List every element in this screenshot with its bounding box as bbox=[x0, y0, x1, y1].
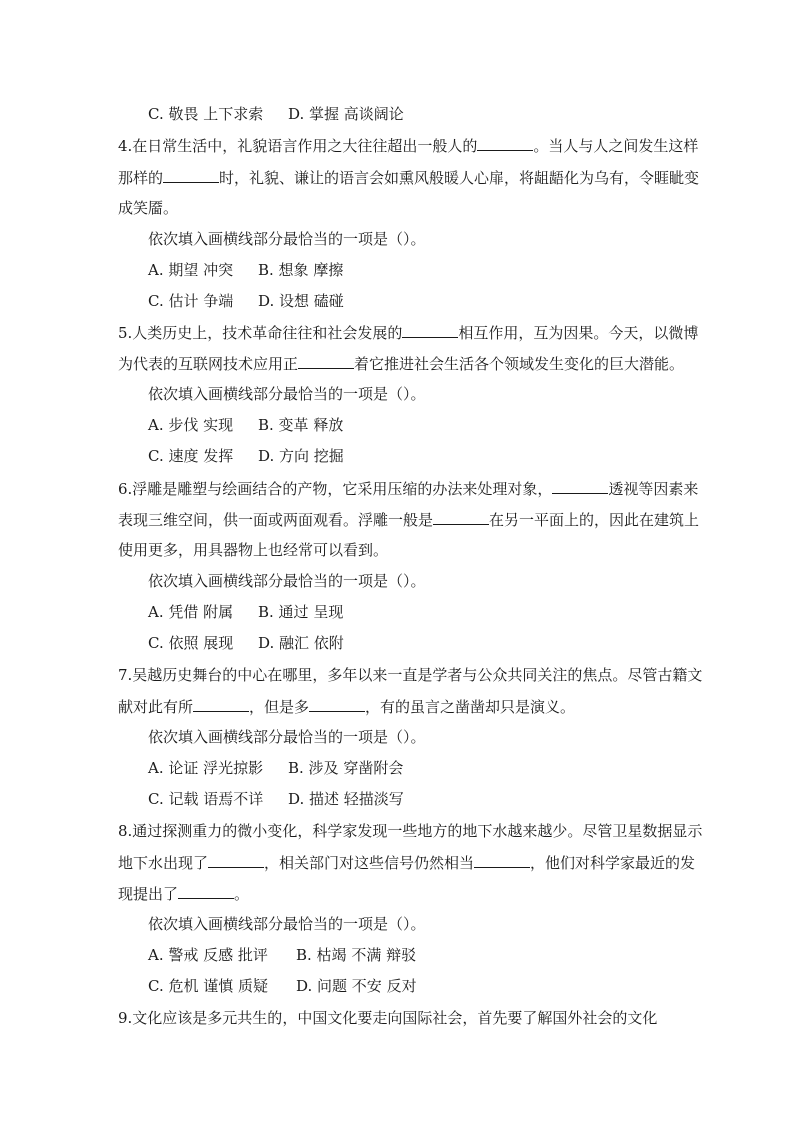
q4-stem-line3: 成笑靥。 bbox=[118, 199, 179, 217]
blank bbox=[163, 167, 219, 183]
q4-option-c: C. 估计 争端 bbox=[148, 292, 234, 310]
q7-prompt: 依次填入画横线部分最恰当的一项是（）。 bbox=[148, 728, 426, 746]
q4-prompt: 依次填入画横线部分最恰当的一项是（）。 bbox=[148, 230, 426, 248]
q9-stem-line1: 9.文化应该是多元共生的，中国文化要走向国际社会，首先要了解国外社会的文化 bbox=[118, 1009, 658, 1027]
q7-option-c: C. 记载 语焉不详 bbox=[148, 790, 264, 808]
q6-option-b: B. 通过 呈现 bbox=[258, 603, 344, 621]
q6-stem-line3: 使用更多，用具器物上也经常可以看到。 bbox=[118, 541, 389, 559]
q4-option-d: D. 设想 磕碰 bbox=[258, 292, 344, 310]
q4-stem-line2: 那样的 时，礼貌、谦让的语言会如熏风般暖人心扉，将龃龉化为乌有，令睚眦变 bbox=[118, 169, 700, 187]
q5-stem-line2: 为代表的互联网技术应用正 着它推进社会生活各个领域发生变化的巨大潜能。 bbox=[118, 355, 685, 373]
q5-stem-line1: 5.人类历史上，技术革命往往和社会发展的 相互作用，互为因果。今天，以微博 bbox=[118, 324, 699, 342]
blank bbox=[208, 852, 264, 868]
q7-option-d: D. 描述 轻描淡写 bbox=[288, 790, 404, 808]
blank bbox=[552, 478, 608, 494]
q7-option-b: B. 涉及 穿凿附会 bbox=[288, 759, 404, 777]
blank bbox=[178, 883, 234, 899]
blank bbox=[309, 696, 365, 712]
blank bbox=[193, 696, 249, 712]
q8-stem-line1: 8.通过探测重力的微小变化，科学家发现一些地方的地下水越来越少。尽管卫星数据显示 bbox=[118, 822, 703, 840]
blank bbox=[474, 852, 530, 868]
q8-stem-line2: 地下水出现了 ，相关部门对这些信号仍然相当 ，他们对科学家最近的发 bbox=[118, 854, 696, 872]
q4-stem-line1: 4.在日常生活中，礼貌语言作用之大往往超出一般人的 。当人与人之间发生这样 bbox=[118, 137, 699, 155]
q6-stem-line2: 表现三维空间，供一面或两面观看。浮雕一般是 在另一平面上的，因此在建筑上 bbox=[118, 511, 700, 529]
q7-stem-line1: 7.吴越历史舞台的中心在哪里，多年以来一直是学者与公众共同关注的焦点。尽管古籍文 bbox=[118, 666, 703, 684]
q7-option-a: A. 论证 浮光掠影 bbox=[148, 759, 264, 777]
q3-option-c: C. 敬畏 上下求索 bbox=[148, 105, 264, 123]
blank bbox=[402, 322, 458, 338]
q7-stem-line2: 献对此有所 ，但是多 ，有的虽言之凿凿却只是演义。 bbox=[118, 698, 576, 716]
q8-stem-line3: 现提出了 。 bbox=[118, 885, 250, 903]
q6-option-d: D. 融汇 依附 bbox=[258, 634, 344, 652]
q6-option-a: A. 凭借 附属 bbox=[148, 603, 234, 621]
q8-option-d: D. 问题 不安 反对 bbox=[296, 977, 417, 995]
q5-option-a: A. 步伐 实现 bbox=[148, 416, 234, 434]
q6-option-c: C. 依照 展现 bbox=[148, 634, 234, 652]
q4-option-b: B. 想象 摩擦 bbox=[258, 261, 344, 279]
q8-option-a: A. 警戒 反感 批评 bbox=[148, 946, 268, 964]
blank bbox=[477, 135, 533, 151]
q8-option-b: B. 枯竭 不满 辩驳 bbox=[296, 946, 417, 964]
q5-prompt: 依次填入画横线部分最恰当的一项是（）。 bbox=[148, 385, 426, 403]
q8-option-c: C. 危机 谨慎 质疑 bbox=[148, 977, 269, 995]
blank bbox=[298, 353, 354, 369]
q6-stem-line1: 6.浮雕是雕塑与绘画结合的产物，它采用压缩的办法来处理对象， 透视等因素来 bbox=[118, 480, 699, 498]
q5-option-c: C. 速度 发挥 bbox=[148, 447, 234, 465]
q3-option-d: D. 掌握 高谈阔论 bbox=[288, 105, 404, 123]
q5-option-b: B. 变革 释放 bbox=[258, 416, 344, 434]
blank bbox=[433, 509, 489, 525]
q4-option-a: A. 期望 冲突 bbox=[148, 261, 234, 279]
q5-option-d: D. 方向 挖掘 bbox=[258, 447, 344, 465]
q8-prompt: 依次填入画横线部分最恰当的一项是（）。 bbox=[148, 915, 426, 933]
q6-prompt: 依次填入画横线部分最恰当的一项是（）。 bbox=[148, 572, 426, 590]
